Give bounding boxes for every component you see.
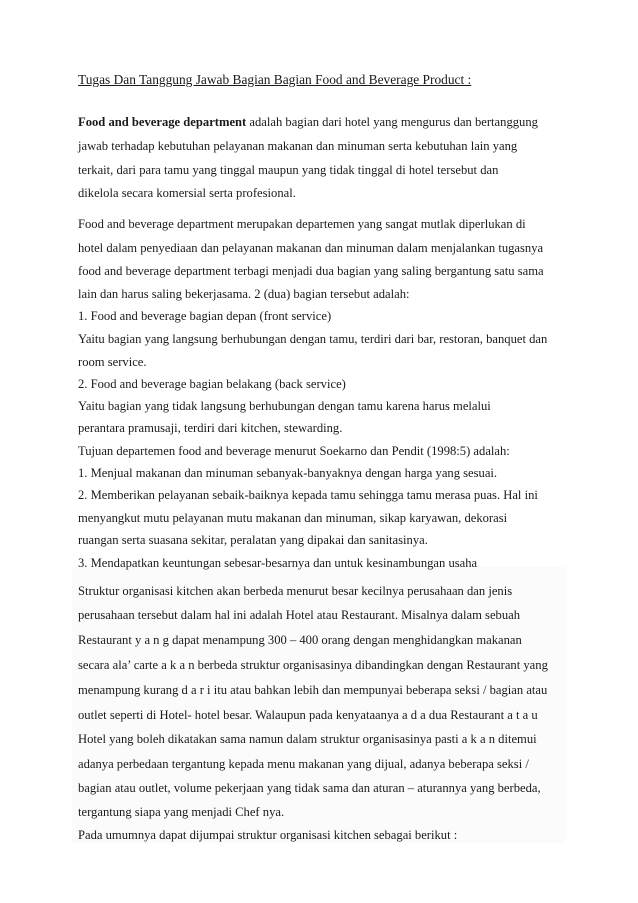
kitchen-line: secara ala’ carte a k a n berbeda struktur organisasinya dibandingkan dengan Restaurant yang (78, 658, 548, 672)
body-line: Tujuan departemen food and beverage menurut Soekarno dan Pendit (1998:5) adalah: (78, 444, 510, 458)
body-line: Yaitu bagian yang tidak langsung berhubungan dengan tamu karena harus melalui (78, 399, 491, 413)
kitchen-line: bagian atau outlet, volume pekerjaan yang tidak sama dan aturan – aturannya yang berbeda, (78, 781, 541, 795)
body-line: lain dan harus saling bekerjasama. 2 (dua) bagian tersebut adalah: (78, 287, 410, 301)
intro-bold-term: Food and beverage department (78, 115, 247, 129)
intro-line-2: jawab terhadap kebutuhan pelayanan makanan dan minuman serta kebutuhan lain yang (78, 139, 518, 153)
body-line: ruangan serta suasana sekitar, peralatan yang dipakai dan sanitasinya. (78, 533, 428, 547)
body-line: 3. Mendapatkan keuntungan sebesar-besarnya dan untuk kesinambungan usaha (78, 556, 478, 570)
body-line: hotel dalam penyediaan dan pelayanan makanan dan minuman dalam menjalankan tugasnya (78, 241, 544, 255)
kitchen-line: perusahaan tersebut dalam hal ini adalah Hotel atau Restaurant. Misalnya dalam sebuah (78, 608, 521, 622)
body-line: 1. Menjual makanan dan minuman sebanyak-banyaknya dengan harga yang sesuai. (78, 466, 498, 480)
intro-line-1-rest: adalah bagian dari hotel yang mengurus dan bertanggung (246, 115, 538, 129)
intro-line-3: terkait, dari para tamu yang tinggal maupun yang tidak tinggal di hotel tersebut dan (78, 163, 499, 177)
body-line: room service. (78, 355, 147, 369)
intro-line-1 (78, 114, 538, 130)
kitchen-line: tergantung siapa yang menjadi Chef nya. (78, 805, 285, 819)
kitchen-line: Restaurant y a n g dapat menampung 300 – 400 orang dengan menghidangkan makanan (78, 633, 522, 647)
body-line: 1. Food and beverage bagian depan (front service) (78, 309, 332, 323)
body-line: food and beverage department terbagi menjadi dua bagian yang saling bergantung satu sama (78, 264, 544, 278)
body-line: perantara pramusaji, terdiri dari kitchen, stewarding. (78, 421, 343, 435)
kitchen-line: Struktur organisasi kitchen akan berbeda menurut besar kecilnya perusahaan dan jenis (78, 584, 513, 598)
body-line: 2. Memberikan pelayanan sebaik-baiknya kepada tamu sehingga tamu merasa puas. Hal ini (78, 488, 538, 502)
intro-line-4: dikelola secara komersial serta profesional. (78, 186, 296, 200)
kitchen-line: menampung kurang d a r i itu atau bahkan lebih dan mempunyai beberapa seksi / bagian atau (78, 683, 548, 697)
body-line: Yaitu bagian yang langsung berhubungan dengan tamu, terdiri dari bar, restoran, banquet dan (78, 332, 548, 346)
body-line: Food and beverage department merupakan departemen yang sangat mutlak diperlukan di (78, 217, 526, 231)
body-line: menyangkut mutu pelayanan mutu makanan dan minuman, sikap karyawan, dekorasi (78, 511, 508, 525)
document-title: Tugas Dan Tanggung Jawab Bagian Bagian Food and Beverage Product : (78, 72, 472, 87)
kitchen-line: Hotel yang boleh dikatakan sama namun dalam struktur organisasinya pasti a k a n ditemui (78, 732, 537, 746)
kitchen-line: outlet seperti di Hotel- hotel besar. Walaupun pada kenyataanya a d a dua Restaurant a t a u (78, 708, 538, 722)
kitchen-line: Pada umumnya dapat dijumpai struktur organisasi kitchen sebagai berikut : (78, 828, 458, 842)
body-line: 2. Food and beverage bagian belakang (back service) (78, 377, 346, 391)
kitchen-line: adanya perbedaan tergantung kepada menu makanan yang dijual, adanya beberapa seksi / (78, 757, 529, 771)
